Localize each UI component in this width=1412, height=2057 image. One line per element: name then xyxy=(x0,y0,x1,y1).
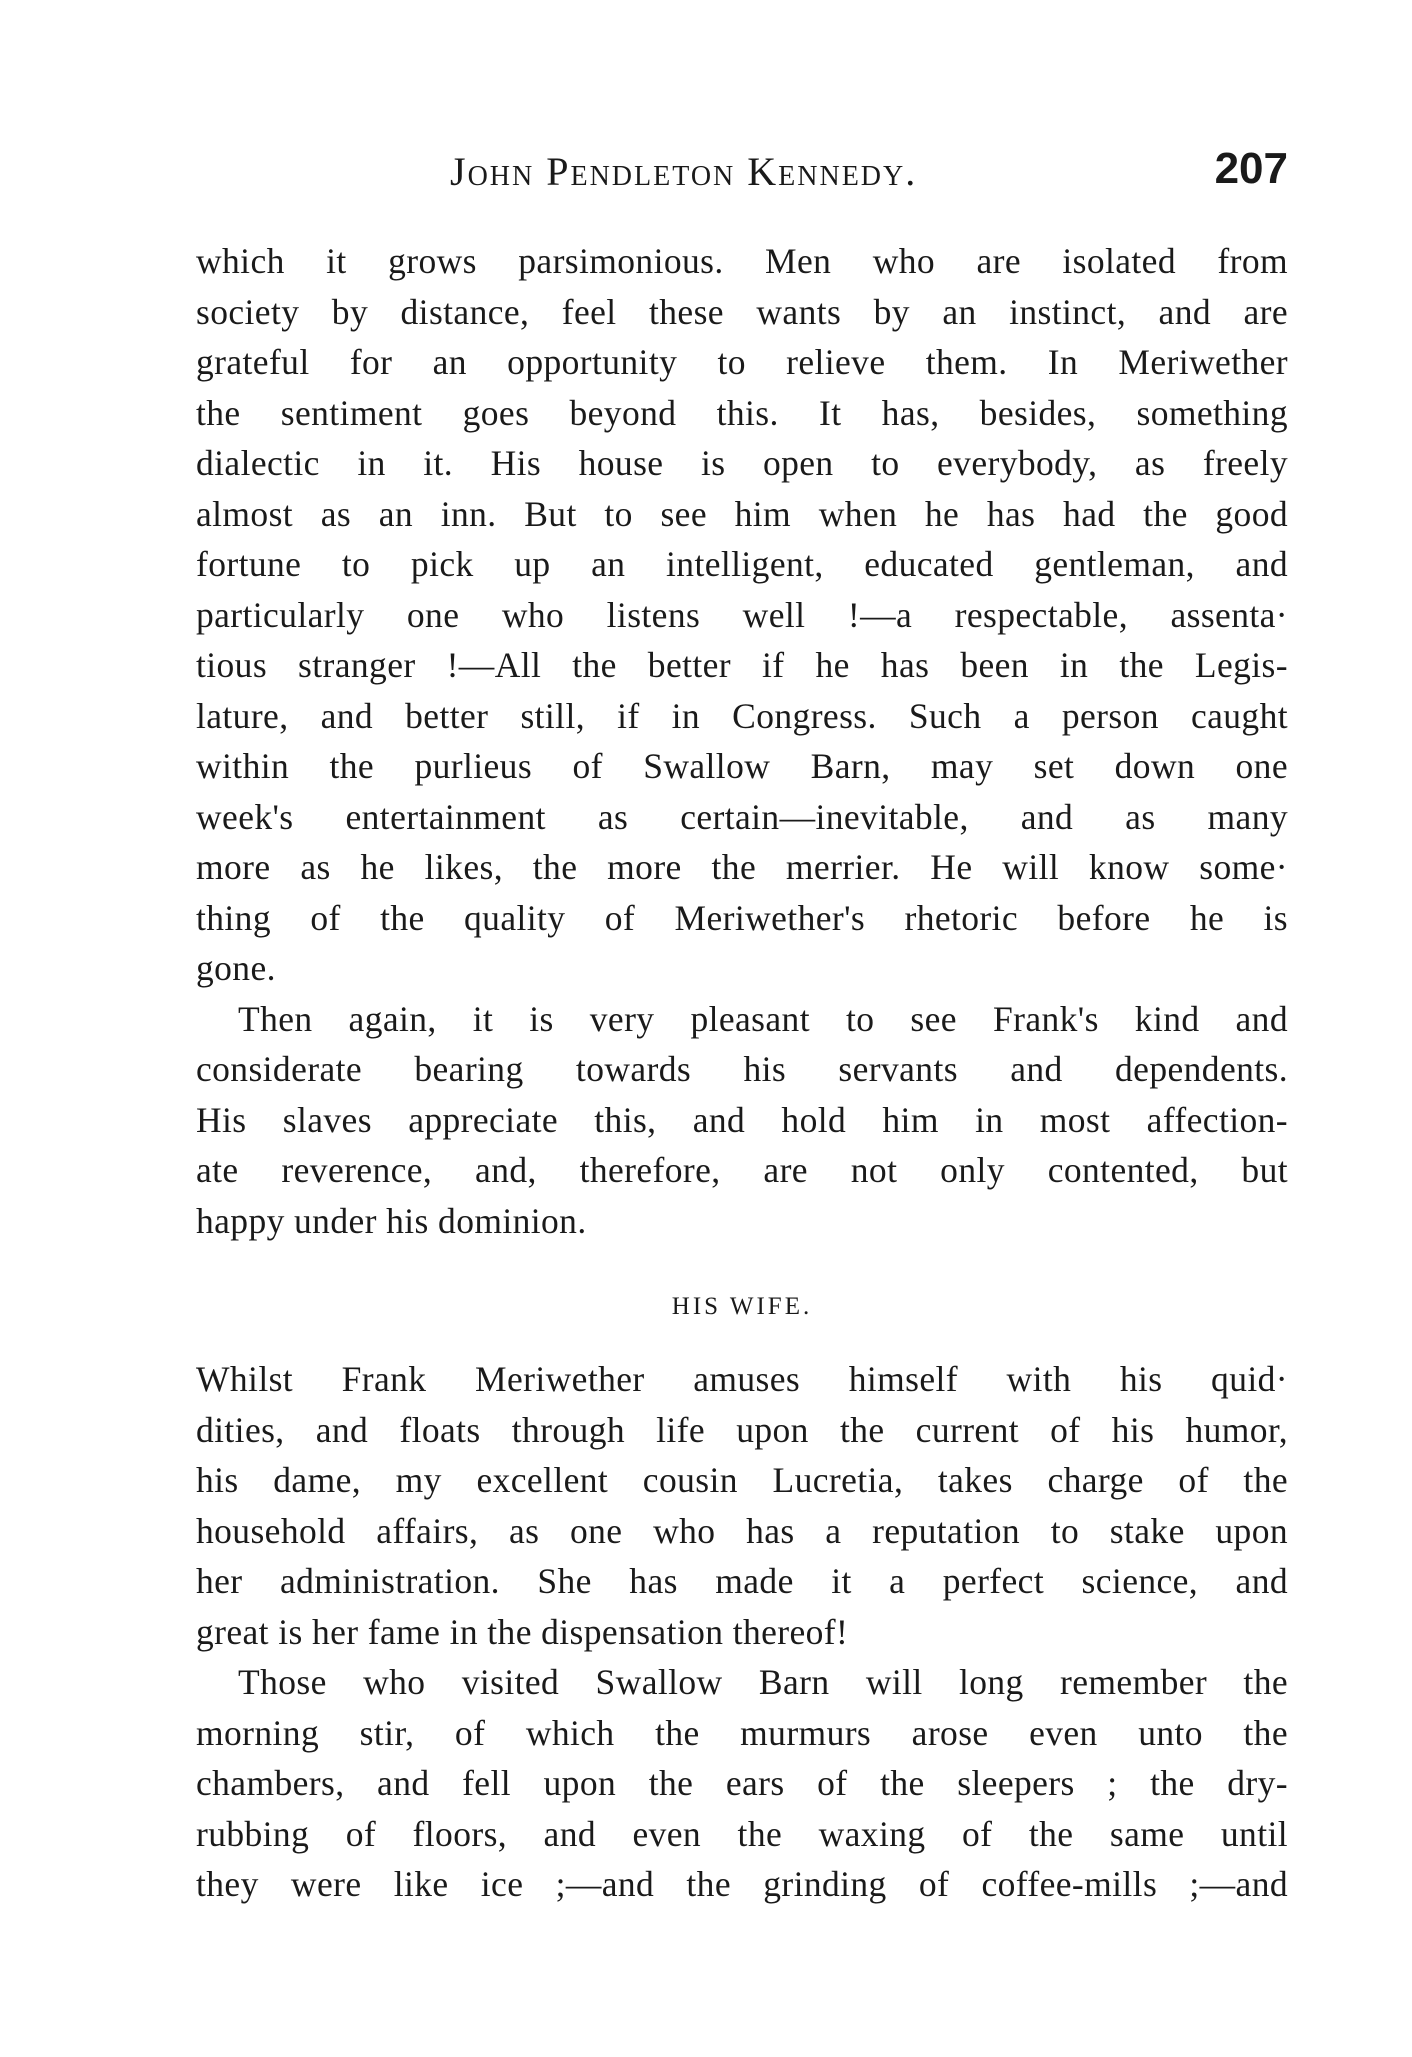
paragraph-3 xyxy=(196,1354,1288,1657)
text-line: chambers, and fell upon the ears of the sleepers ; the dry- xyxy=(196,1763,1288,1803)
text-line: ate reverence, and, therefore, are not only contented, but xyxy=(196,1150,1288,1190)
paragraph-2 xyxy=(196,994,1288,1247)
paragraph-1 xyxy=(196,236,1288,994)
body-text xyxy=(196,236,1288,1910)
text-line: His slaves appreciate this, and hold him in most affection- xyxy=(196,1099,1288,1140)
text-line: fortune to pick up an intelligent, educated gentleman, and xyxy=(196,544,1288,584)
text-line: Whilst Frank Meriwether amuses himself with his quid· xyxy=(196,1359,1288,1399)
text-line: rubbing of floors, and even the waxing of the same until xyxy=(196,1813,1288,1854)
text-line: great is her fame in the dispensation thereof! xyxy=(196,1611,849,1652)
text-line: Those who visited Swallow Barn will long remember the xyxy=(238,1662,1288,1702)
text-line: his dame, my excellent cousin Lucretia, takes charge of the xyxy=(196,1460,1288,1500)
page-number: 207 xyxy=(1214,144,1288,193)
text-line: dialectic in it. His house is open to everybody, as freely xyxy=(196,443,1288,483)
text-line: morning stir, of which the murmurs arose even unto the xyxy=(196,1712,1288,1753)
text-line: thing of the quality of Meriwether's rhetoric before he is xyxy=(196,897,1288,938)
text-line: dities, and floats through life upon the current of his humor, xyxy=(196,1409,1288,1450)
text-line: within the purlieus of Swallow Barn, may set down one xyxy=(196,746,1288,786)
text-line: which it grows parsimonious. Men who are isolated from xyxy=(196,241,1288,281)
text-line: lature, and better still, if in Congress. Such a person caught xyxy=(196,695,1288,736)
text-line: particularly one who listens well !—a respectable, assenta· xyxy=(196,594,1288,635)
text-line: happy under his dominion. xyxy=(196,1200,587,1241)
paragraph-4 xyxy=(196,1657,1288,1910)
running-head xyxy=(196,144,1288,208)
text-line: more as he likes, the more the merrier. He will know some· xyxy=(196,847,1288,887)
text-line: week's entertainment as certain—inevitable, and as many xyxy=(196,796,1288,837)
text-line: the sentiment goes beyond this. It has, besides, something xyxy=(196,392,1288,433)
section-heading: HIS WIFE. xyxy=(671,1293,813,1320)
text-line: grateful for an opportunity to relieve them. In Meriwether xyxy=(196,342,1288,382)
text-line: considerate bearing towards his servants and dependents. xyxy=(196,1049,1288,1089)
text-line: they were like ice ;—and the grinding of coffee-mills ;—and xyxy=(196,1864,1288,1904)
text-line: her administration. She has made it a perfect science, and xyxy=(196,1561,1288,1601)
text-line: Then again, it is very pleasant to see Frank's kind and xyxy=(238,998,1288,1039)
text-line: gone. xyxy=(196,948,276,988)
text-line: household affairs, as one who has a reputation to stake upon xyxy=(196,1510,1288,1551)
running-title: John Pendleton Kennedy. xyxy=(450,149,918,194)
text-line: society by distance, feel these wants by an instinct, and are xyxy=(196,291,1288,332)
text-line: tious stranger !—All the better if he has been in the Legis- xyxy=(196,645,1288,685)
text-line: almost as an inn. But to see him when he has had the good xyxy=(196,493,1288,534)
